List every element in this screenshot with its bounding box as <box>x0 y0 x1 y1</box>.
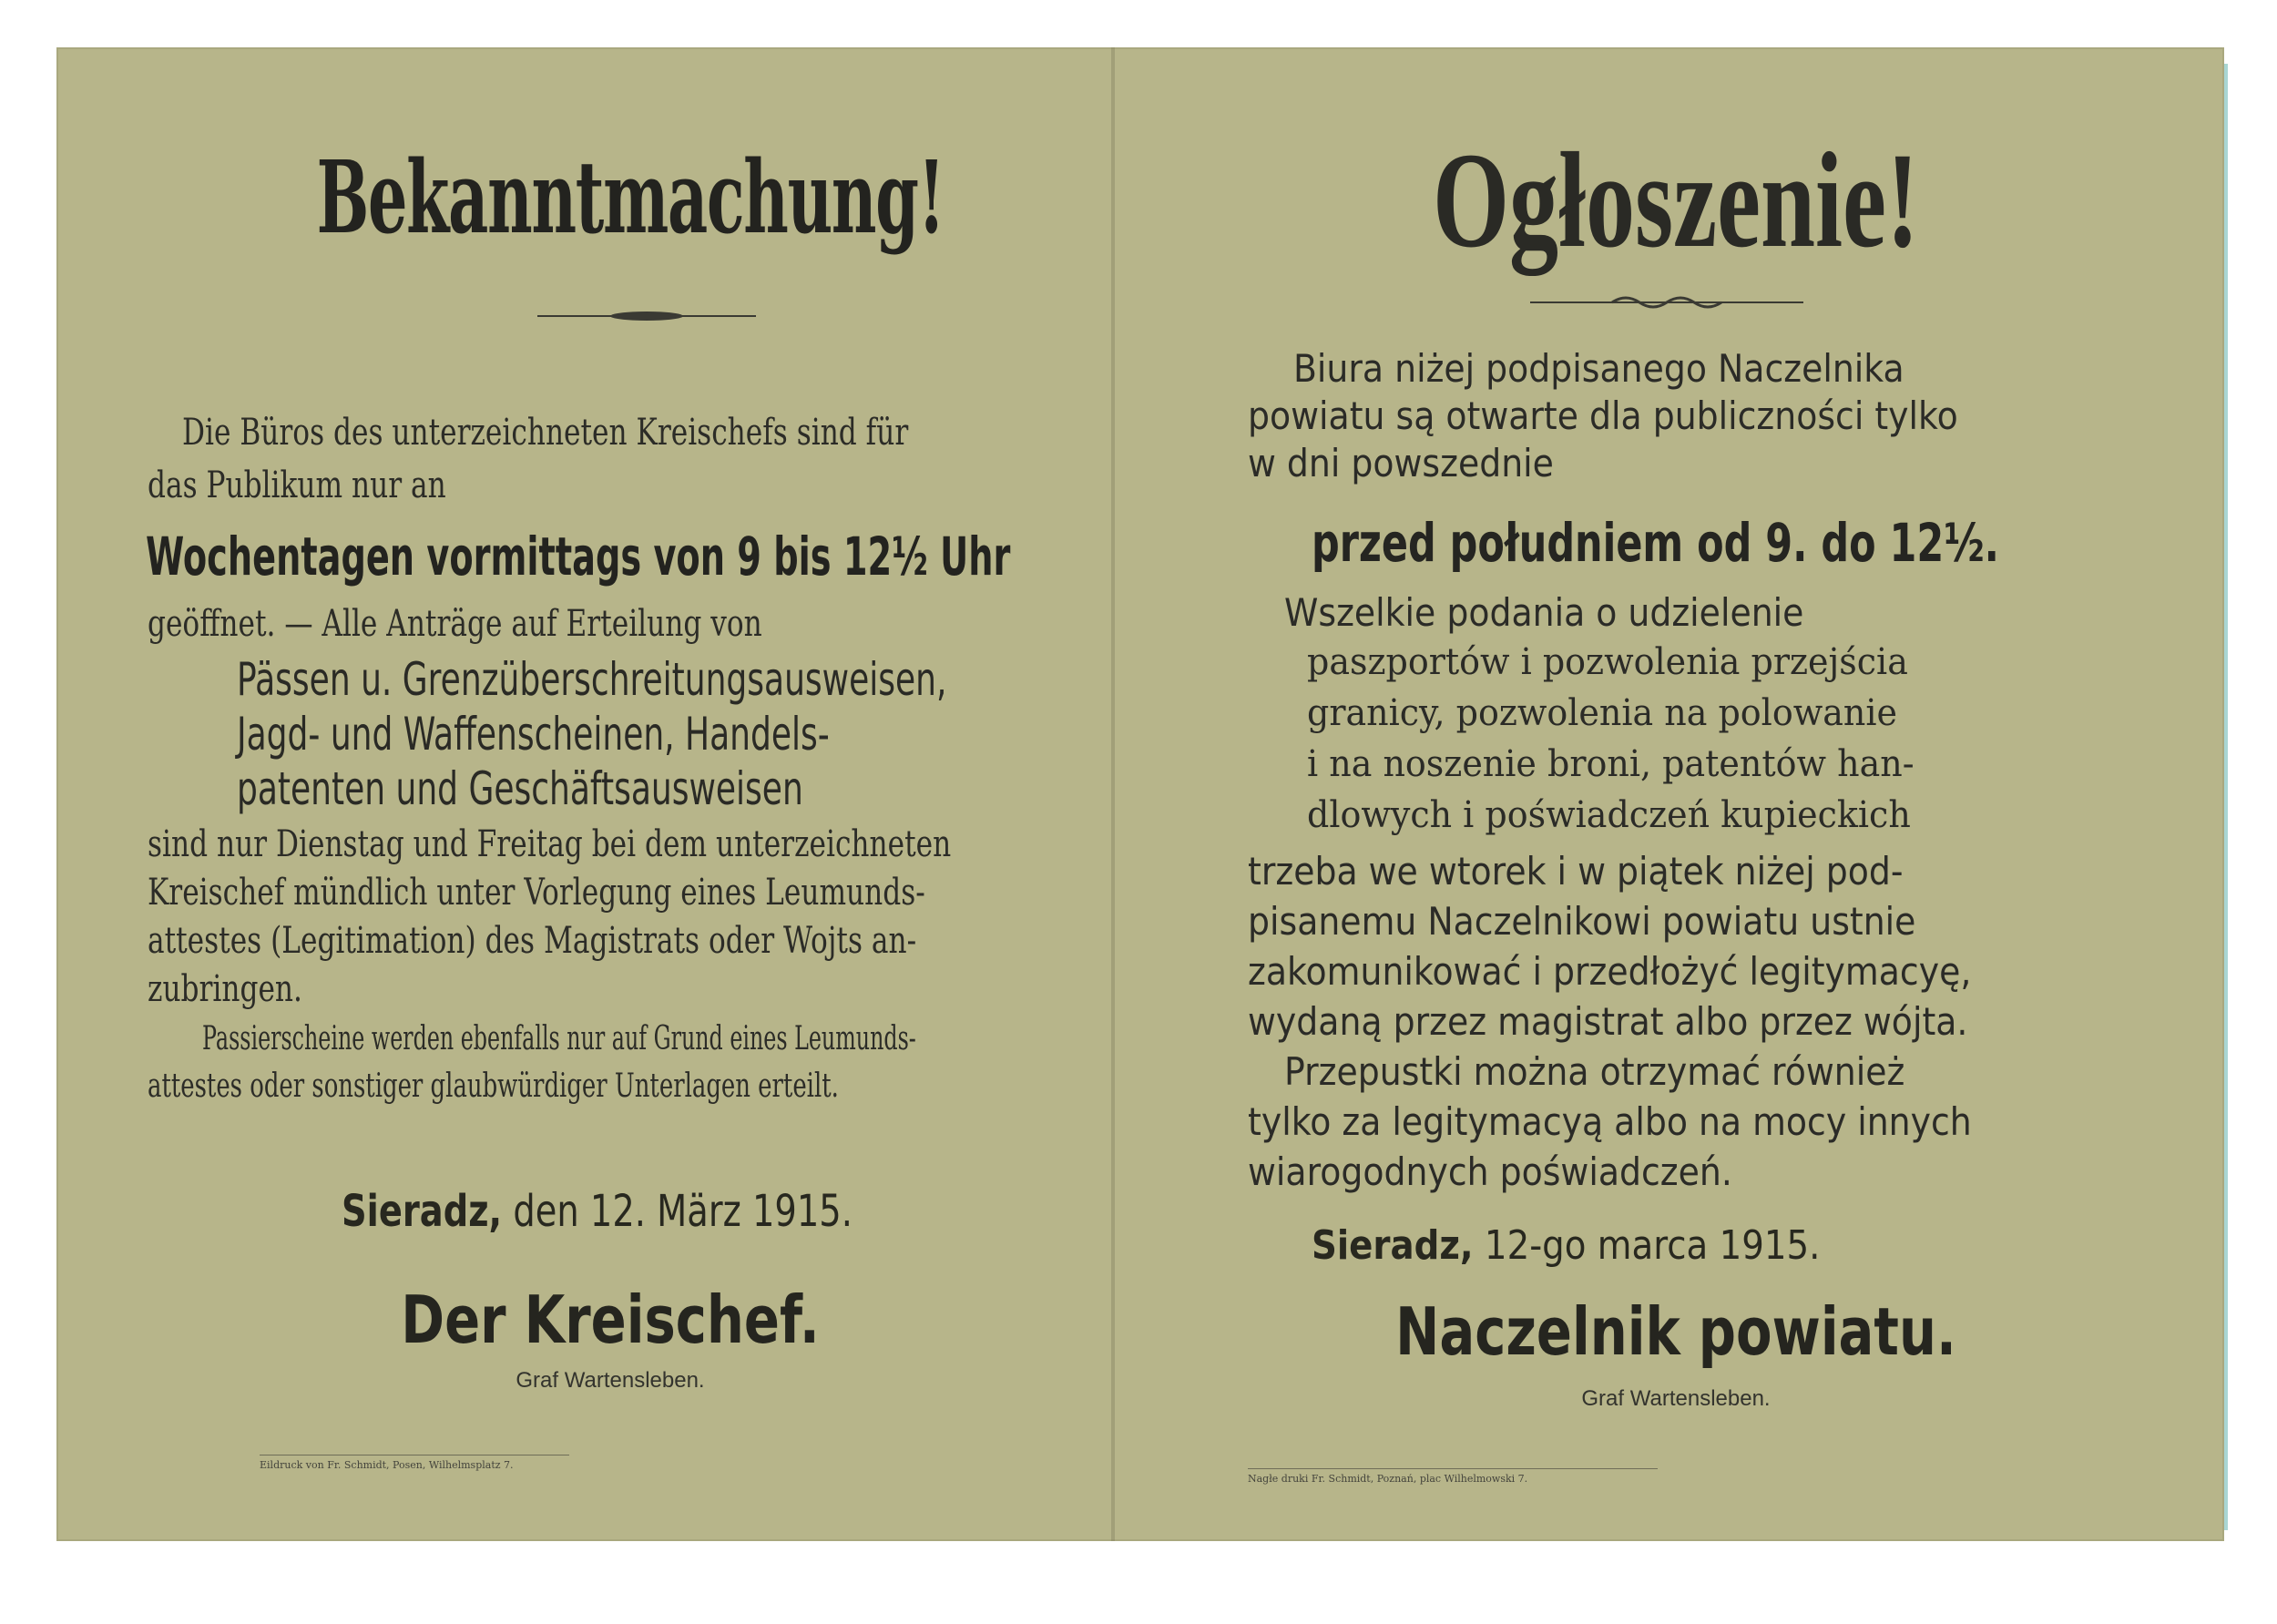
poster-center-fold <box>1111 47 1115 1541</box>
polish-printer-imprint: Nagłe druki Fr. Schmidt, Poznań, plac Wilhelmowski 7. <box>1248 1468 1658 1485</box>
german-line-3: geöffnet. — Alle Anträge auf Erteilung von <box>148 603 762 645</box>
polish-line-7: zakomunikować i przedłożyć legitymacyę, <box>1248 949 1972 994</box>
polish-title: Ogłoszenie! <box>1433 125 1919 276</box>
polish-docs-line-3: i na noszenie broni, patentów han- <box>1307 743 1915 785</box>
german-title: Bekanntmachung! <box>316 138 944 256</box>
german-printer-imprint: Eildruck von Fr. Schmidt, Posen, Wilhelmsplatz 7. <box>260 1455 569 1471</box>
german-line-4: sind nur Dienstag und Freitag bei dem unterzeichneten <box>148 823 952 865</box>
german-docs-line-1: Pässen u. Grenzüberschreitungsausweisen, <box>237 653 947 706</box>
german-line-5: Kreischef mündlich unter Vorlegung eines Leumunds- <box>148 872 925 914</box>
german-line-6: attestes (Legitimation) des Magistrats oder Wojts an- <box>148 920 917 962</box>
polish-office-hours: przed południem od 9. do 12½. <box>1312 512 1999 574</box>
polish-line-4: Wszelkie podania o udzielenie <box>1284 590 1804 635</box>
polish-line-6: pisanemu Naczelnikowi powiatu ustnie <box>1248 899 1916 944</box>
polish-date-place: Sieradz, <box>1312 1222 1474 1269</box>
german-date-line <box>342 1186 853 1237</box>
german-date-place: Sieradz, <box>342 1186 503 1237</box>
german-office-hours: Wochentagen vormittags von 9 bis 12½ Uhr <box>146 526 1011 587</box>
polish-column <box>1184 47 2168 1541</box>
polish-date: 12-go marca 1915. <box>1484 1222 1821 1269</box>
polish-line-11: wiarogodnych poświadczeń. <box>1248 1149 1732 1194</box>
german-docs-line-3: patenten und Geschäftsausweisen <box>237 762 803 815</box>
german-line-8: Passierscheine werden ebenfalls nur auf Grund eines Leumunds- <box>202 1020 916 1057</box>
german-intro-line-1: Die Büros des unterzeichneten Kreischefs sind für <box>182 412 909 454</box>
german-ornament-rule <box>537 302 756 330</box>
polish-signer-name: Graf Wartensleben. <box>1581 1386 1771 1411</box>
german-line-7: zubringen. <box>148 968 302 1010</box>
polish-ornament-rule <box>1530 289 1803 316</box>
german-line-9: attestes oder sonstiger glaubwürdiger Unterlagen erteilt. <box>148 1067 839 1105</box>
polish-line-5: trzeba we wtorek i w piątek niżej pod- <box>1248 849 1904 894</box>
german-signer-name: Graf Wartensleben. <box>516 1368 705 1393</box>
polish-intro-line-3: w dni powszednie <box>1248 441 1554 485</box>
polish-docs-line-1: paszportów i pozwolenia przejścia <box>1307 641 1908 683</box>
german-signature-title: Der Kreischef. <box>401 1282 820 1358</box>
polish-docs-line-4: dlowych i poświadczeń kupieckich <box>1307 794 1911 836</box>
polish-intro-line-2: powiatu są otwarte dla publiczności tylko <box>1248 393 1958 438</box>
polish-line-8: wydaną przez magistrat albo przez wójta. <box>1248 999 1968 1044</box>
polish-line-9: Przepustki można otrzymać również <box>1284 1049 1905 1094</box>
polish-signature-title: Naczelnik powiatu. <box>1395 1293 1956 1370</box>
german-docs-line-2: Jagd- und Waffenscheinen, Handels- <box>237 708 830 761</box>
polish-date-line <box>1312 1222 1820 1269</box>
german-intro-line-2: das Publikum nur an <box>148 465 446 506</box>
german-column <box>137 47 1084 1541</box>
german-date: den 12. März 1915. <box>513 1186 853 1237</box>
polish-line-10: tylko za legitymacyą albo na mocy innych <box>1248 1099 1972 1144</box>
polish-intro-line-1: Biura niżej podpisanego Naczelnika <box>1293 346 1904 391</box>
polish-docs-line-2: granicy, pozwolenia na polowanie <box>1307 692 1898 734</box>
